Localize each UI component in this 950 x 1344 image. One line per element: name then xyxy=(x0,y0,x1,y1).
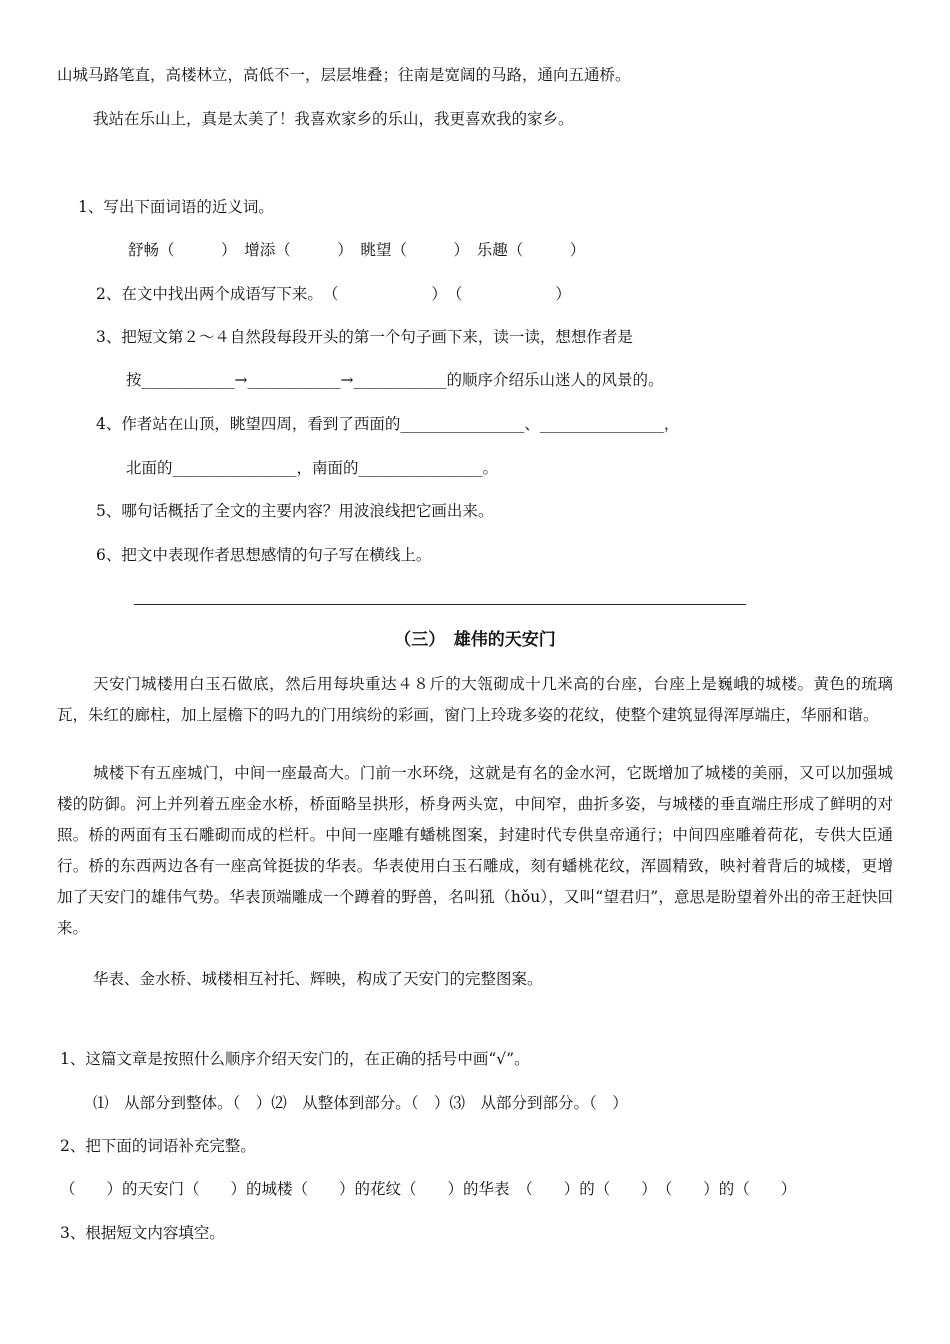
question-3: 3、把短文第２～４自然段每段开头的第一个句子画下来，读一读，想想作者是 xyxy=(96,328,633,346)
question-5: 5、哪句话概括了全文的主要内容？用波浪线把它画出来。 xyxy=(96,502,494,520)
question-1-words: 舒畅（ ） 增添（ ） 眺望（ ） 乐趣（ ） xyxy=(128,241,586,259)
question-1: 1、写出下面词语的近义词。 xyxy=(78,198,274,216)
section-title: （三） 雄伟的天安门 xyxy=(394,630,556,650)
question-3-blanks: 按____________→____________→____________的顺序介绍乐山迷人的风景的。 xyxy=(126,371,664,389)
answer-line xyxy=(134,604,746,605)
question-2: 2、在文中找出两个成语写下来。 （ ） （ ） xyxy=(96,285,571,303)
question-3-1: 1、这篇文章是按照什么顺序介绍天安门的，在正确的括号中画“√”。 xyxy=(60,1050,530,1068)
question-6: 6、把文中表现作者思想感情的句子写在横线上。 xyxy=(96,546,432,564)
question-3-3: 3、根据短文内容填空。 xyxy=(60,1224,225,1242)
paragraph-3: 华表、金水桥、城楼相互衬托、辉映，构成了天安门的完整图案。 xyxy=(93,970,543,988)
question-4-blanks: 北面的________________，南面的________________。 xyxy=(126,459,499,477)
passage-line-1: 山城马路笔直，高楼林立，高低不一，层层堆叠；往南是宽阔的马路，通向五通桥。 xyxy=(57,66,631,84)
question-3-1-options: ⑴ 从部分到整体。（ ）⑵ 从整体到部分。（ ）⑶ 从部分到部分。（ ） xyxy=(93,1094,628,1112)
question-3-2: 2、把下面的词语补充完整。 xyxy=(60,1137,256,1155)
question-3-2-blanks: （ ）的天安门（ ）的城楼（ ）的花纹（ ）的华表 （ ）的（ ） （ ）的（ ） xyxy=(60,1180,797,1198)
paragraph-1: 天安门城楼用白玉石做底，然后用每块重达４８斤的大瓴砌成十几米高的台座，台座上是巍峨的城楼。黄色的琉璃瓦，朱红的廊柱，加上屋檐下的吗九的门用缤纷的彩画，窗门上玲珑多姿的花纹，使整个建筑显得浑厚端庄，华丽和谐。 xyxy=(57,675,893,724)
passage-line-2: 我站在乐山上，真是太美了！我喜欢家乡的乐山，我更喜欢我的家乡。 xyxy=(93,110,574,128)
paragraph-2: 城楼下有五座城门，中间一座最高大。门前一水环绕，这就是有名的金水河，它既增加了城楼的美丽，又可以加强城楼的防御。河上并列着五座金水桥，桥面略呈拱形，桥身两头宽，中间窄，曲折多姿，与城楼的垂直端庄形成了鲜明的对照。桥的两面有玉石雕砌而成的栏杆。中间一座雕有蟠桃图案，封建时代专供皇帝通行；中间四座雕着荷花，专供大臣通行。桥的东西两边各有一座高耸挺拔的华表。华表使用白玉石雕成，刻有蟠桃花纹，浑圆精致，映衬着背后的城楼，更增加了天安门的雄伟气势。华表顶端雕成一个蹲着的野兽，名叫犼（hǒu），又叫“望君归”，意思是盼望着外出的帝王赶快回来。 xyxy=(57,764,893,937)
question-4: 4、作者站在山顶，眺望四周，看到了西面的________________、________________， xyxy=(96,415,680,433)
